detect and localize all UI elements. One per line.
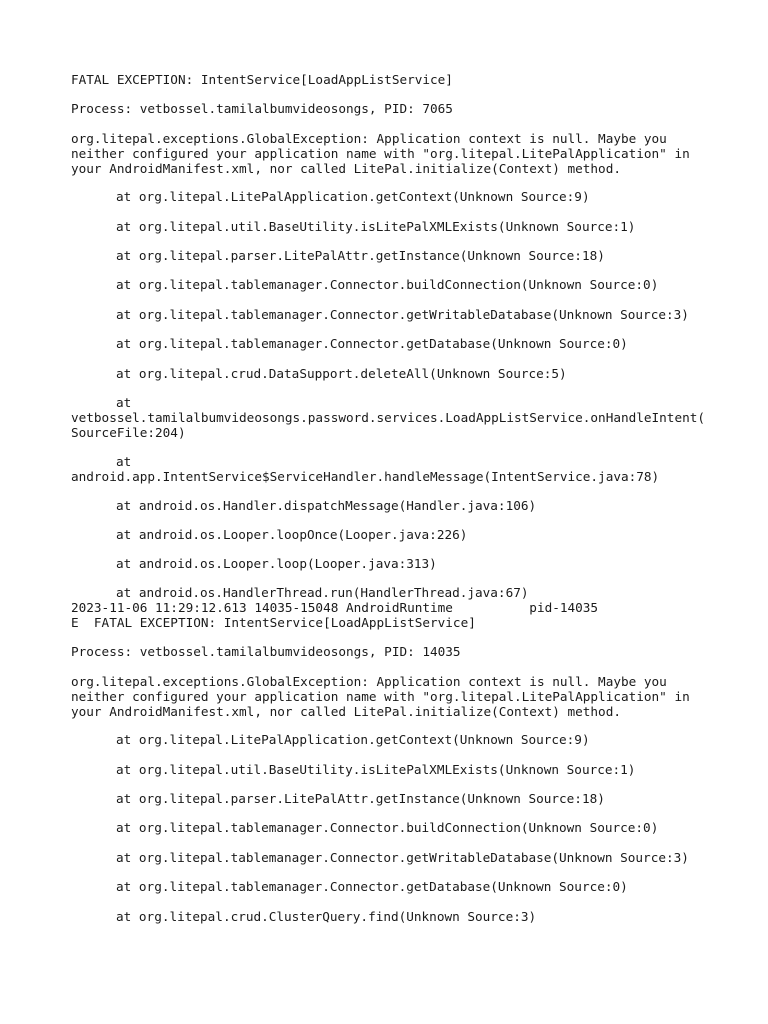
stack-frame: at org.litepal.parser.LitePalAttr.getInstance(Unknown Source:18) bbox=[116, 791, 605, 806]
exception-message-line-3: your AndroidManifest.xml, nor called LitePal.initialize(Context) method. bbox=[71, 161, 621, 176]
process-line: Process: vetbossel.tamilalbumvideosongs, PID: 7065 bbox=[71, 101, 453, 116]
stack-frame: at org.litepal.LitePalApplication.getContext(Unknown Source:9) bbox=[116, 732, 590, 747]
stack-frame: at org.litepal.tablemanager.Connector.getWritableDatabase(Unknown Source:3) bbox=[116, 850, 689, 865]
logcat-timestamp-line: 2023-11-06 11:29:12.613 14035-15048 AndroidRuntime pid-14035 bbox=[71, 600, 599, 615]
stack-frame: at org.litepal.crud.DataSupport.deleteAll(Unknown Source:5) bbox=[116, 366, 567, 381]
fatal-exception-header: FATAL EXCEPTION: IntentService[LoadAppListService] bbox=[71, 72, 453, 87]
stack-frame: at android.os.Handler.dispatchMessage(Handler.java:106) bbox=[116, 498, 537, 513]
stack-frame: at org.litepal.tablemanager.Connector.getDatabase(Unknown Source:0) bbox=[116, 879, 628, 894]
stack-frame: at org.litepal.tablemanager.Connector.getDatabase(Unknown Source:0) bbox=[116, 336, 628, 351]
stack-frame: at org.litepal.tablemanager.Connector.buildConnection(Unknown Source:0) bbox=[116, 820, 659, 835]
stack-frame: at android.os.Looper.loop(Looper.java:313) bbox=[116, 556, 437, 571]
stack-frame-wrapped: vetbossel.tamilalbumvideosongs.password.services.LoadAppListService.onHandleIntent( bbox=[71, 410, 705, 425]
stack-frame: at org.litepal.util.BaseUtility.isLitePalXMLExists(Unknown Source:1) bbox=[116, 762, 636, 777]
stack-frame: at org.litepal.LitePalApplication.getContext(Unknown Source:9) bbox=[116, 189, 590, 204]
process-line: Process: vetbossel.tamilalbumvideosongs, PID: 14035 bbox=[71, 644, 461, 659]
exception-message-line-3: your AndroidManifest.xml, nor called LitePal.initialize(Context) method. bbox=[71, 704, 621, 719]
exception-message-line-2: neither configured your application name with "org.litepal.LitePalApplication" in bbox=[71, 689, 690, 704]
stack-frame-prefix: at bbox=[116, 454, 132, 469]
stack-frame: at org.litepal.parser.LitePalAttr.getInstance(Unknown Source:18) bbox=[116, 248, 605, 263]
stack-frame: at org.litepal.util.BaseUtility.isLitePalXMLExists(Unknown Source:1) bbox=[116, 219, 636, 234]
stack-frame-wrapped: SourceFile:204) bbox=[71, 425, 186, 440]
exception-message-line-1: org.litepal.exceptions.GlobalException: Application context is null. Maybe you bbox=[71, 131, 667, 146]
stack-frame-wrapped: android.app.IntentService$ServiceHandler.handleMessage(IntentService.java:78) bbox=[71, 469, 660, 484]
stack-frame-prefix: at bbox=[116, 395, 132, 410]
stack-frame: at org.litepal.crud.ClusterQuery.find(Unknown Source:3) bbox=[116, 909, 537, 924]
stack-frame: at org.litepal.tablemanager.Connector.getWritableDatabase(Unknown Source:3) bbox=[116, 307, 689, 322]
stack-frame: at android.os.HandlerThread.run(HandlerThread.java:67) bbox=[116, 585, 529, 600]
fatal-exception-header: E FATAL EXCEPTION: IntentService[LoadAppListService] bbox=[71, 615, 476, 630]
exception-message-line-1: org.litepal.exceptions.GlobalException: Application context is null. Maybe you bbox=[71, 674, 667, 689]
stack-frame: at org.litepal.tablemanager.Connector.buildConnection(Unknown Source:0) bbox=[116, 277, 659, 292]
exception-message-line-2: neither configured your application name with "org.litepal.LitePalApplication" in bbox=[71, 146, 690, 161]
stack-frame: at android.os.Looper.loopOnce(Looper.java:226) bbox=[116, 527, 468, 542]
